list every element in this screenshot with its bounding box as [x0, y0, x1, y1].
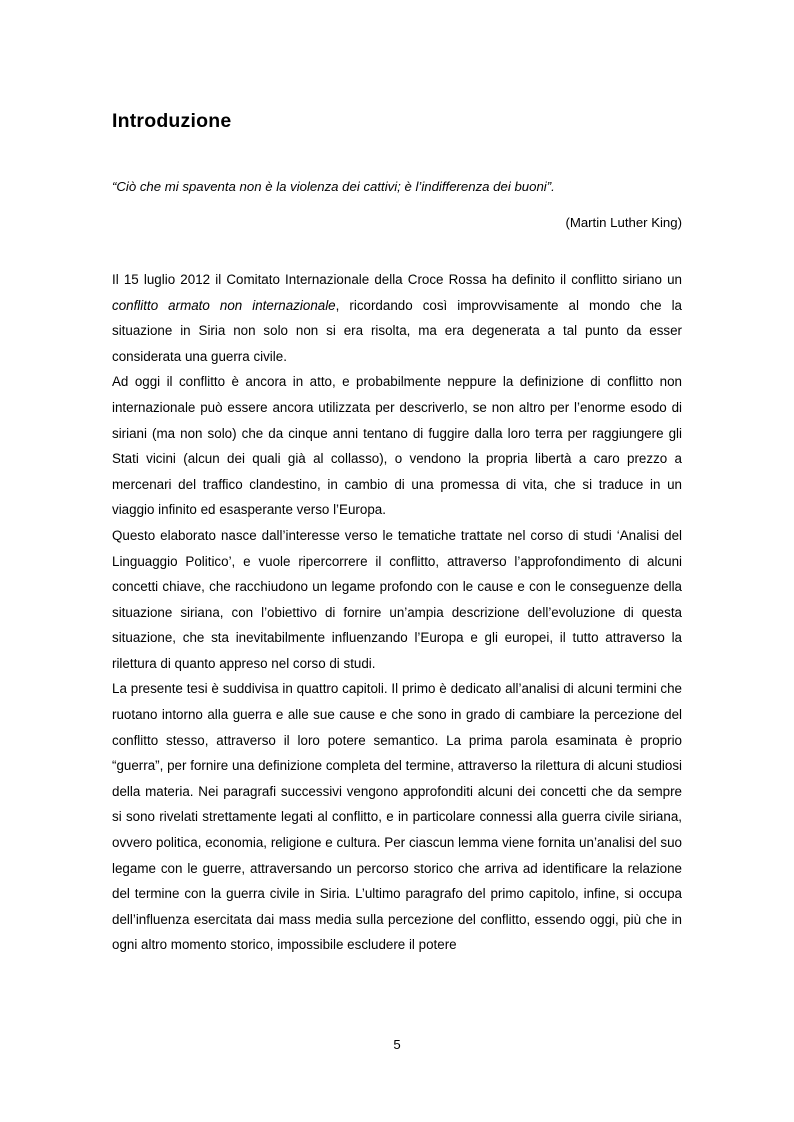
- text-run: , ricordando così improvvisamente al mondo che la situazione in Siria non solo non si era risolta, ma era degenerata a tal punto da esser considerata una guerra civile.: [112, 297, 682, 364]
- paragraph-2: [112, 369, 682, 523]
- page-title: Introduzione: [112, 110, 232, 132]
- page-number: 5: [393, 1037, 401, 1052]
- text-run: Il 15 luglio 2012 il Comitato Internazionale della Croce Rossa ha definito il conflitto siriano un: [112, 271, 682, 287]
- text-run: La presente tesi è suddivisa in quattro capitoli. Il primo è dedicato all’analisi di alcuni termini che ruotano intorno alla guerra e alle sue cause e che sono in grado di cambiare la percezione del conflitto stesso, attraverso il loro potere semantico. La prima parola esaminata è proprio “guerra”, per fornire una definizione completa del termine, attraverso la rilettura di alcuni studiosi della materia. Nei paragrafi successivi vengono approfonditi alcuni dei concetti che da sempre si sono rivelati strettamente legati al conflitto, e in particolare connessi alla guerra civile siriana, ovvero politica, economia, religione e cultura. Per ciascun lemma viene fornita un’analisi del suo legame con le guerre, attraversando un percorso storico che arriva ad identificare la relazione del termine con la guerra civile in Siria. L’ultimo paragrafo del primo capitolo, infine, si occupa dell’influenza esercitata dai mass media sulla percezione del conflitto, essendo oggi, più che in ogni altro momento storico, impossibile escludere il potere: [112, 681, 682, 953]
- text-run: Ad oggi il conflitto è ancora in atto, e probabilmente neppure la definizione di conflitto non internazionale può essere ancora utilizzata per descriverlo, se non altro per l’enorme esodo di siriani (ma non solo) che da cinque anni tentano di fuggire dalla loro terra per raggiungere gli Stati vicini (alcun dei quali già al collasso), o vendono la propria libertà a caro prezzo a mercenari del traffico clandestino, in cambio di una promessa di vita, che si traduce in un viaggio infinito ed esasperante verso l’Europa.: [112, 374, 682, 518]
- body-text: [112, 267, 682, 958]
- epigraph: [112, 177, 682, 233]
- paragraph-3: [112, 523, 682, 677]
- text-run-italic: conflitto armato non internazionale: [112, 297, 336, 313]
- paragraph-1: [112, 267, 682, 369]
- paragraph-4: [112, 676, 682, 958]
- epigraph-attribution: (Martin Luther King): [565, 215, 682, 231]
- text-run: Questo elaborato nasce dall’interesse verso le tematiche trattate nel corso di studi ‘Analisi del Linguaggio Politico’, e vuole ripercorrere il conflitto, attraverso l’approfondimento di alcuni concetti chiave, che racchiudono un legame profondo con le cause e con le conseguenze della situazione siriana, con l’obiettivo di fornire un’ampia descrizione dell’evoluzione di questa situazione, che sta inevitabilmente influenzando l’Europa e gli europei, il tutto attraverso la rilettura di quanto appreso nel corso di studi.: [112, 527, 682, 671]
- epigraph-text: “Ciò che mi spaventa non è la violenza dei cattivi; è l’indifferenza dei buoni”.: [112, 179, 555, 195]
